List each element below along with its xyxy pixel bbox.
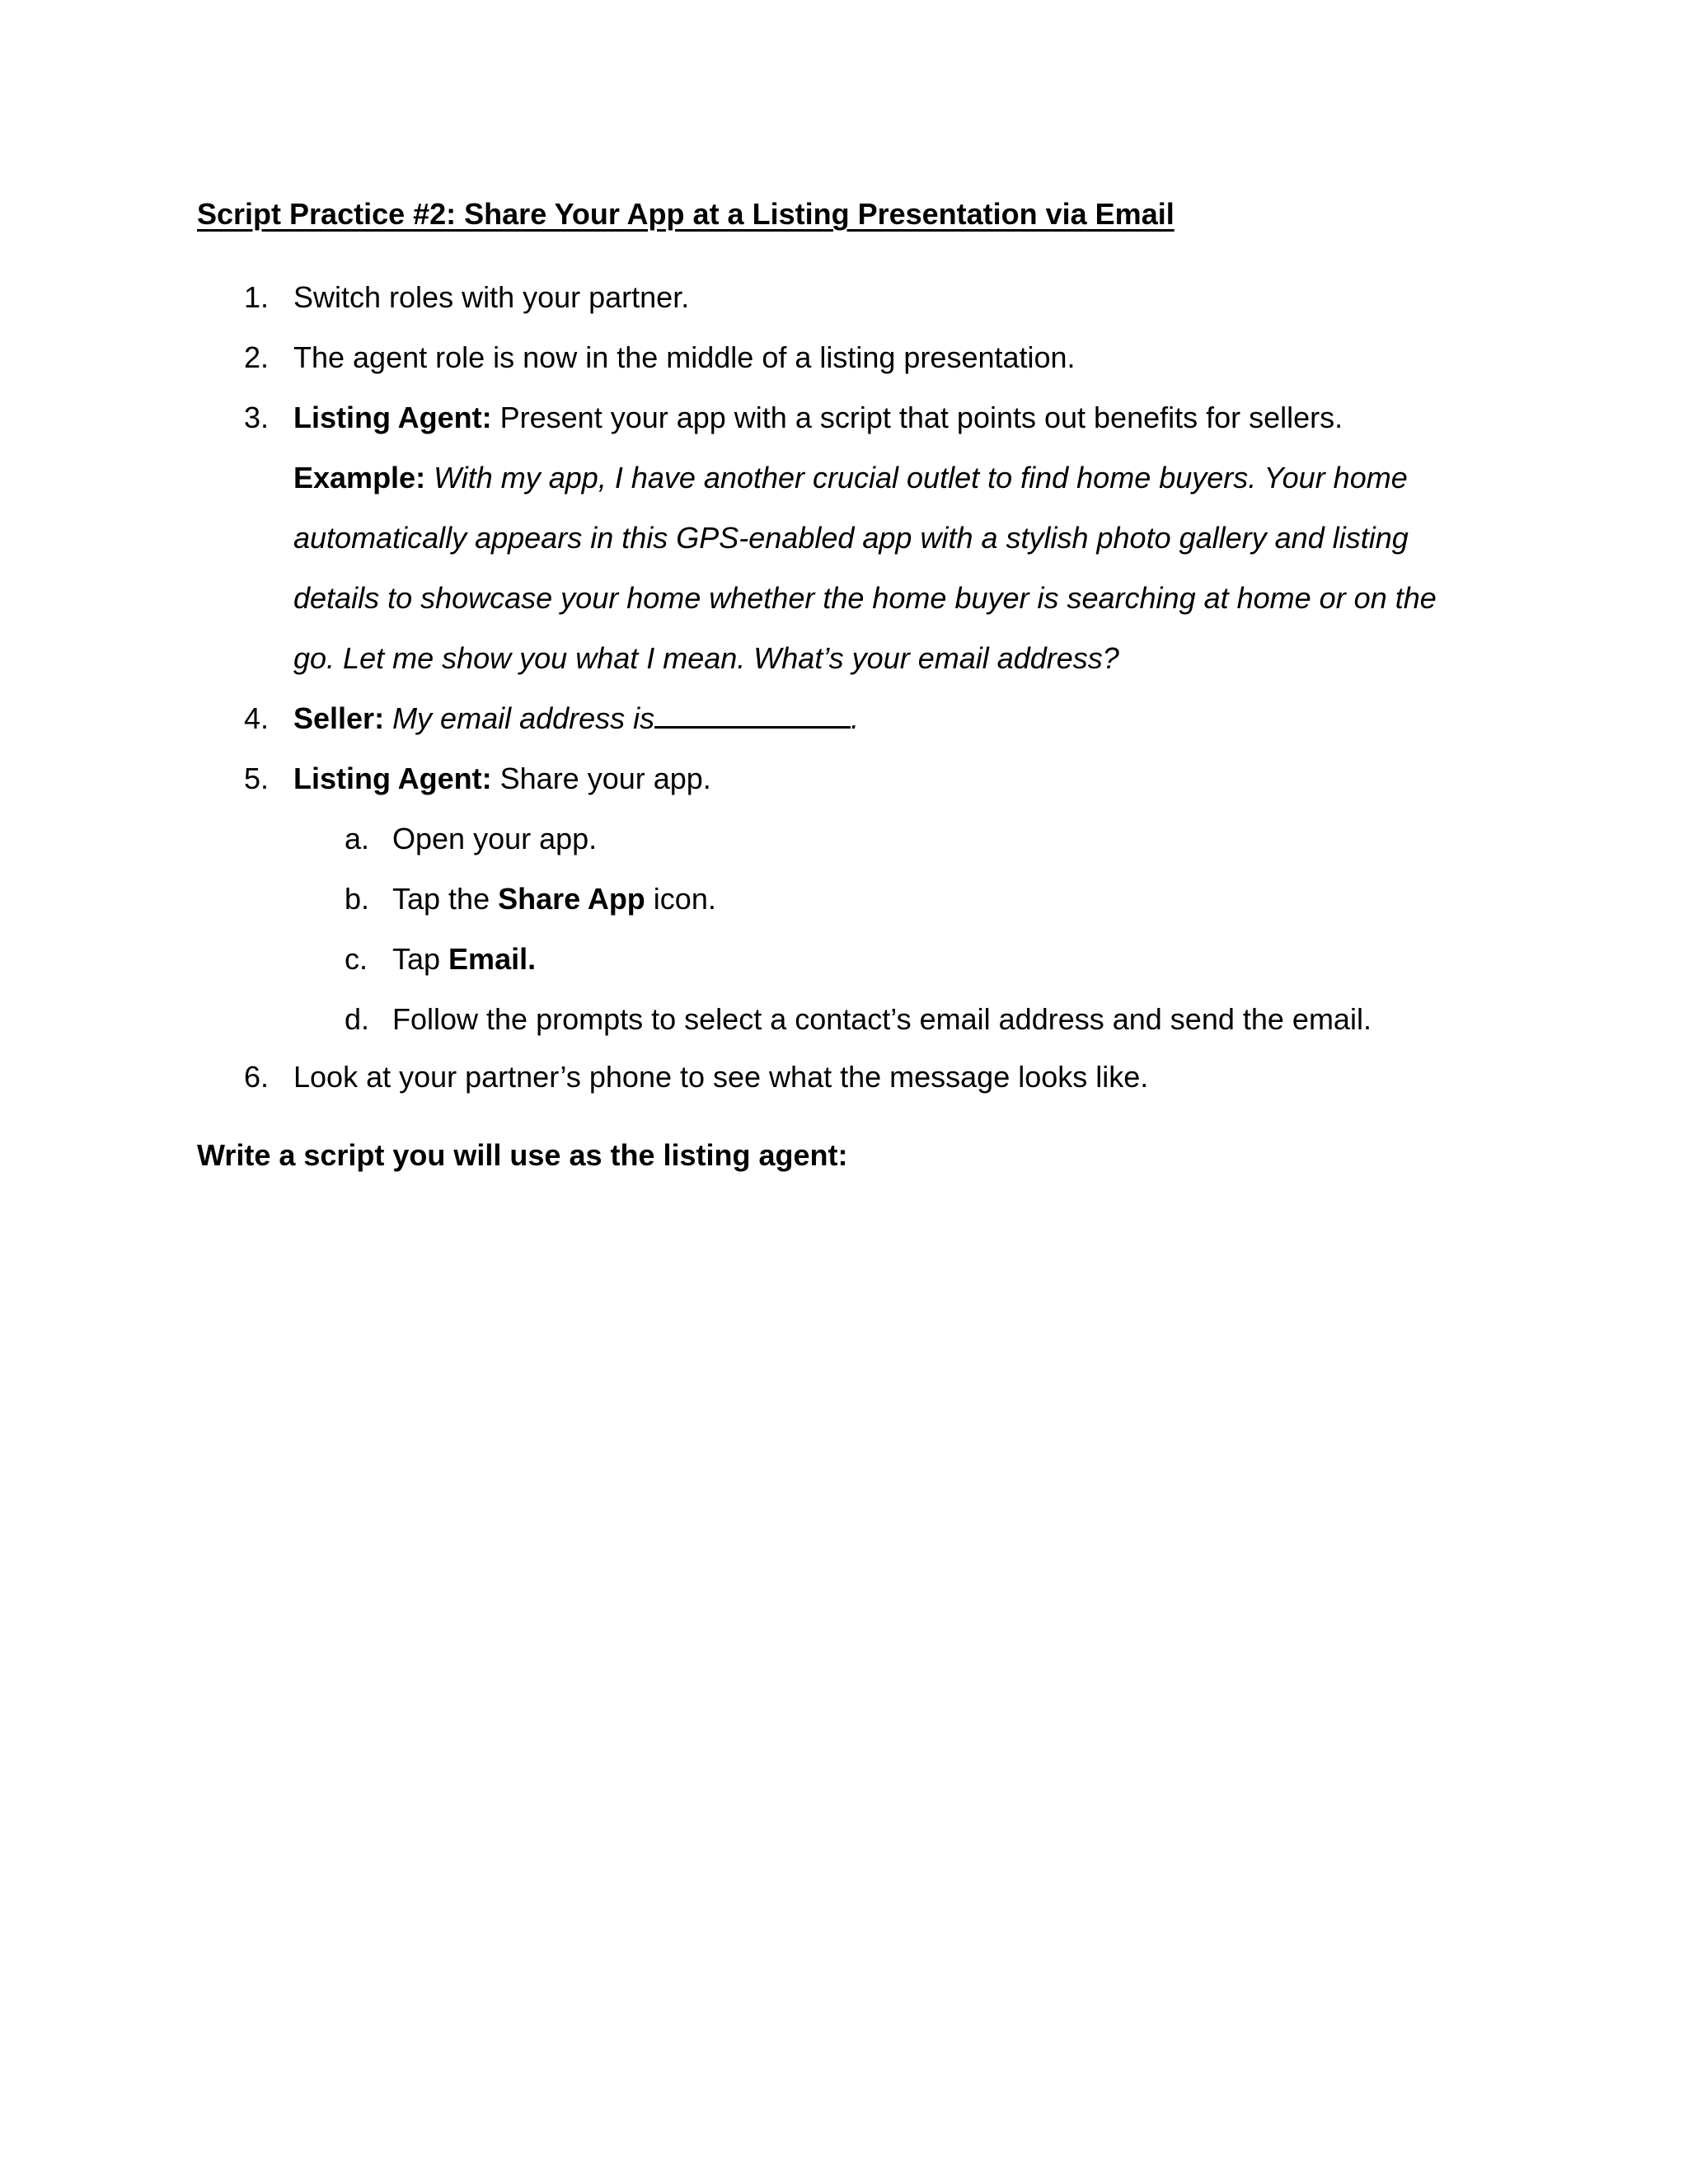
- role-label: Listing Agent:: [293, 401, 492, 434]
- substep-pre: Tap: [392, 942, 449, 976]
- substep-text: [392, 940, 536, 979]
- step-number: 4.: [244, 701, 270, 735]
- step-number: 1.: [244, 280, 270, 314]
- substep-text: [392, 879, 716, 919]
- example-text: With my app, I have another crucial outlet to find home buyers. Your home: [425, 461, 1408, 494]
- page-title: Script Practice #2: Share Your App at a Listing Presentation via Email: [197, 197, 1175, 231]
- step-text: Look at your partner’s phone to see what the message looks like.: [293, 1060, 1149, 1094]
- script-writing-area[interactable]: [197, 1187, 1483, 2011]
- step-body: Share your app.: [491, 762, 711, 795]
- example-label: Example:: [293, 461, 426, 494]
- substep-letter: c.: [345, 942, 368, 976]
- substep-pre: Tap the: [392, 882, 499, 916]
- step-number: 3.: [244, 401, 270, 434]
- step-text: The agent role is now in the middle of a listing presentation.: [293, 340, 1076, 374]
- step-text: [293, 398, 1343, 438]
- step-number: 5.: [244, 762, 270, 795]
- substep-letter: a.: [345, 822, 370, 855]
- write-script-prompt: Write a script you will use as the listing agent:: [197, 1138, 848, 1172]
- substep-text: Open your app.: [392, 822, 598, 855]
- substep-post: icon.: [645, 882, 716, 916]
- step-number: 2.: [244, 340, 270, 374]
- substep-bold: Share App: [498, 882, 645, 916]
- role-label: Listing Agent:: [293, 762, 492, 795]
- step-body: My email address is: [384, 701, 655, 735]
- substep-bold: Email.: [448, 942, 537, 976]
- example-line: details to showcase your home whether the home buyer is searching at home or on the: [293, 581, 1437, 615]
- step-body: Present your app with a script that points out benefits for sellers.: [491, 401, 1343, 434]
- step-punct: .: [851, 701, 860, 735]
- step-text: Switch roles with your partner.: [293, 280, 690, 314]
- substep-text: Follow the prompts to select a contact’s email address and send the email.: [392, 1002, 1372, 1036]
- step-text: [293, 699, 859, 738]
- step-text: [293, 759, 711, 799]
- example-line: [293, 458, 1408, 498]
- step-number: 6.: [244, 1060, 270, 1094]
- substep-letter: b.: [345, 882, 370, 916]
- fill-in-blank[interactable]: [654, 701, 851, 729]
- example-line: automatically appears in this GPS-enabled app with a stylish photo gallery and listing: [293, 521, 1409, 555]
- role-label: Seller:: [293, 701, 385, 735]
- example-line: go. Let me show you what I mean. What’s your email address?: [293, 641, 1119, 675]
- substep-letter: d.: [345, 1002, 370, 1036]
